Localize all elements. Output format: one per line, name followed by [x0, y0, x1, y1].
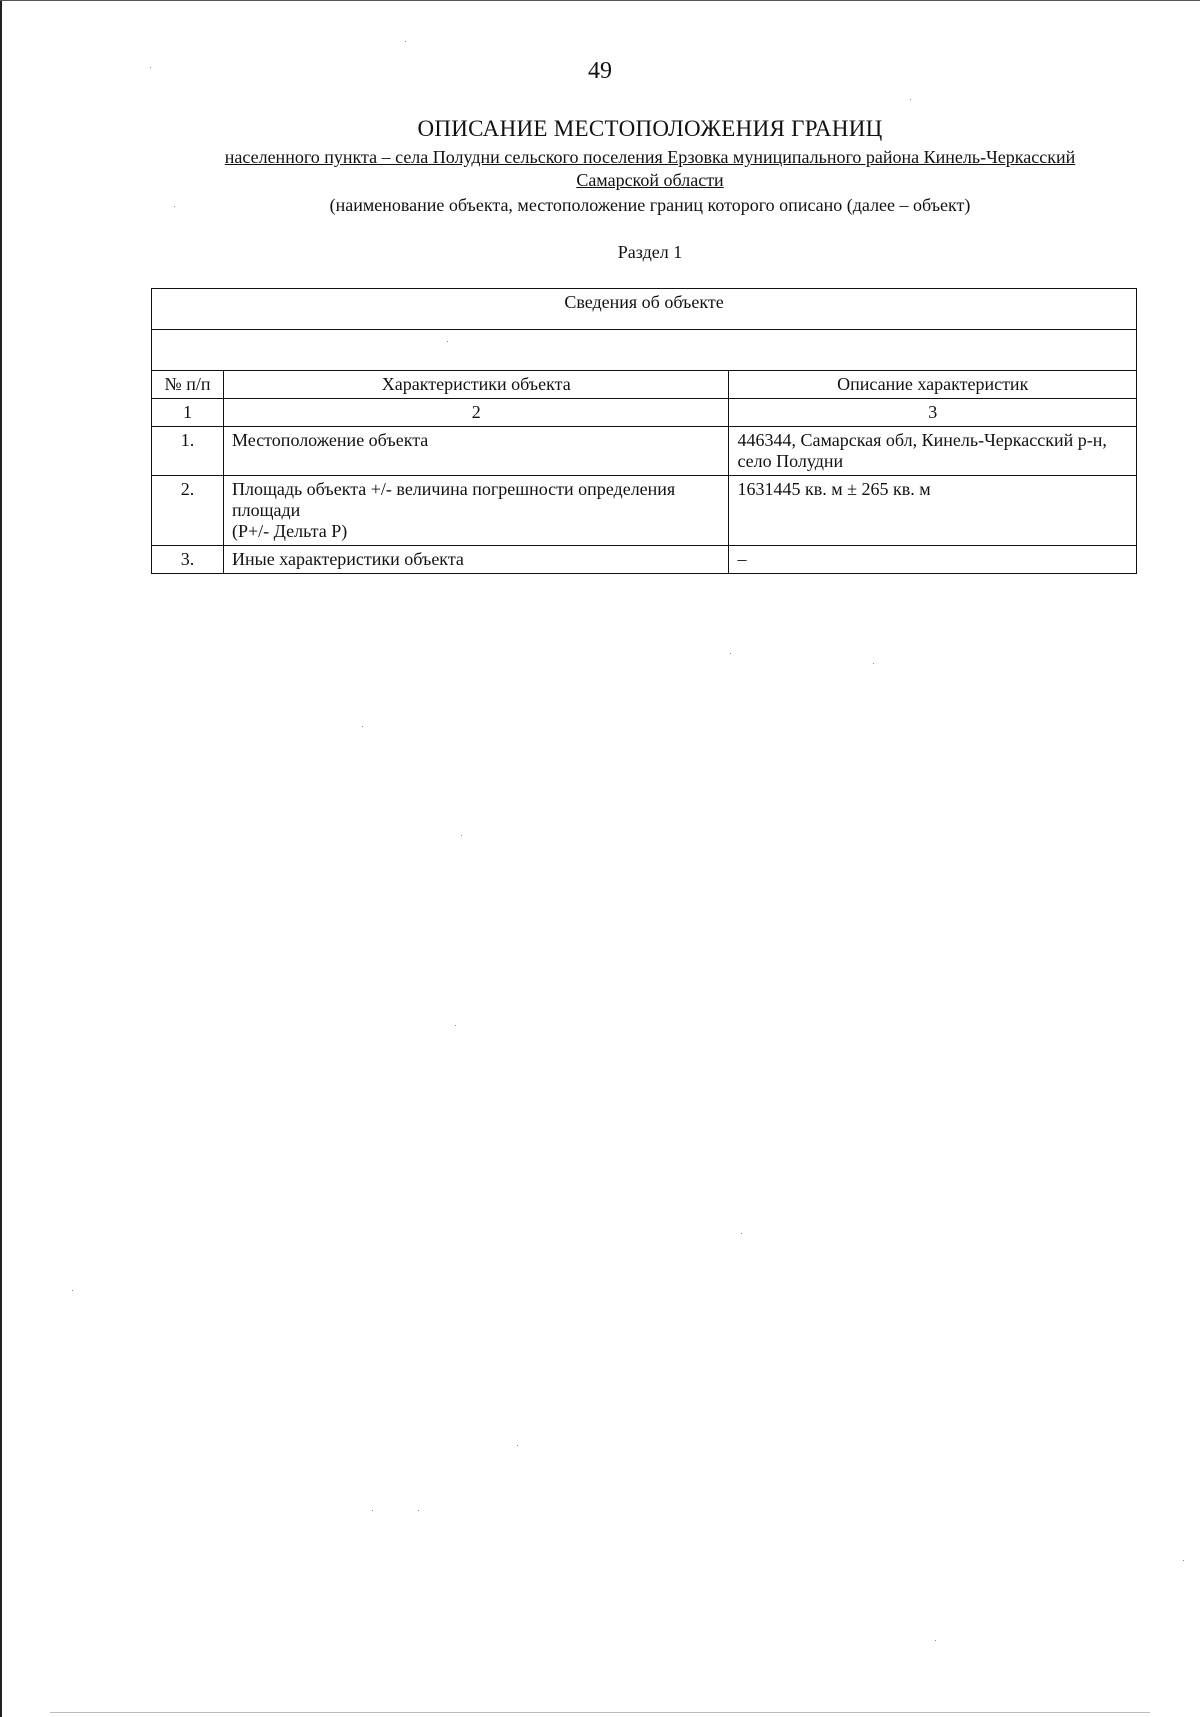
scan-speck	[72, 1290, 73, 1291]
row-1-no: 1.	[152, 427, 224, 476]
row-2-characteristic-line1: Площадь объекта +/- величина погрешности определения площади	[231, 479, 676, 520]
scan-speck	[405, 41, 406, 42]
row-3-no: 3.	[152, 546, 224, 574]
row-3-characteristic: Иные характеристики объекта	[223, 546, 728, 574]
table-header-row	[152, 371, 1137, 399]
column-number-1: 1	[152, 399, 224, 427]
row-2-characteristic-line2: (P+/- Дельта P)	[231, 521, 348, 541]
row-2-description: 1631445 кв. м ± 265 кв. м	[729, 476, 1137, 546]
document-title	[0, 116, 1200, 142]
scan-speck	[150, 67, 151, 68]
scan-speck	[910, 99, 911, 100]
table-row	[152, 546, 1137, 574]
row-3-description: –	[729, 546, 1137, 574]
document-subtitle: населенного пункта – села Полудни сельского поселения Ерзовка муниципального района Кинель-Черкасский Самарской области	[224, 147, 1076, 190]
table-row	[152, 427, 1137, 476]
scan-speck	[174, 206, 175, 207]
scan-speck	[741, 1233, 742, 1234]
scan-speck	[372, 1510, 373, 1511]
scan-speck	[461, 835, 462, 836]
scan-speck	[447, 341, 448, 342]
scan-speck	[362, 726, 363, 727]
scan-speck	[455, 1025, 456, 1026]
scan-speck	[935, 1640, 936, 1641]
header-no: № п/п	[152, 371, 224, 399]
table-caption: Сведения об объекте	[152, 289, 1137, 330]
row-2-no: 2.	[152, 476, 224, 546]
document-title-text: ОПИСАНИЕ МЕСТОПОЛОЖЕНИЯ ГРАНИЦ	[417, 116, 883, 141]
scan-speck	[517, 1445, 518, 1446]
header-description: Описание характеристик	[729, 371, 1137, 399]
column-number-2: 2	[223, 399, 728, 427]
scan-speck	[1183, 1560, 1184, 1561]
scan-speck	[418, 1510, 419, 1511]
table-blank-cell	[152, 330, 1137, 371]
scan-edge-left	[0, 0, 2, 1717]
scan-speck	[873, 663, 874, 664]
scan-edge-bottom	[50, 1712, 1150, 1713]
scan-edge-top	[0, 0, 1200, 1]
column-number-3: 3	[729, 399, 1137, 427]
document-caption: (наименование объекта, местоположение границ которого описано (далее – объект)	[329, 195, 971, 215]
page-number: 49	[588, 58, 612, 84]
table-blank-row	[152, 330, 1137, 371]
table-row	[152, 476, 1137, 546]
table-caption-row	[152, 289, 1137, 330]
row-1-description: 446344, Самарская обл, Кинель-Черкасский р-н, село Полудни	[729, 427, 1137, 476]
section-label: Раздел 1	[617, 242, 683, 262]
header-characteristic: Характеристики объекта	[223, 371, 728, 399]
scan-speck	[730, 653, 731, 654]
table-column-numbers-row	[152, 399, 1137, 427]
object-info-table	[151, 288, 1137, 574]
row-1-characteristic: Местоположение объекта	[223, 427, 728, 476]
row-2-characteristic	[223, 476, 728, 546]
